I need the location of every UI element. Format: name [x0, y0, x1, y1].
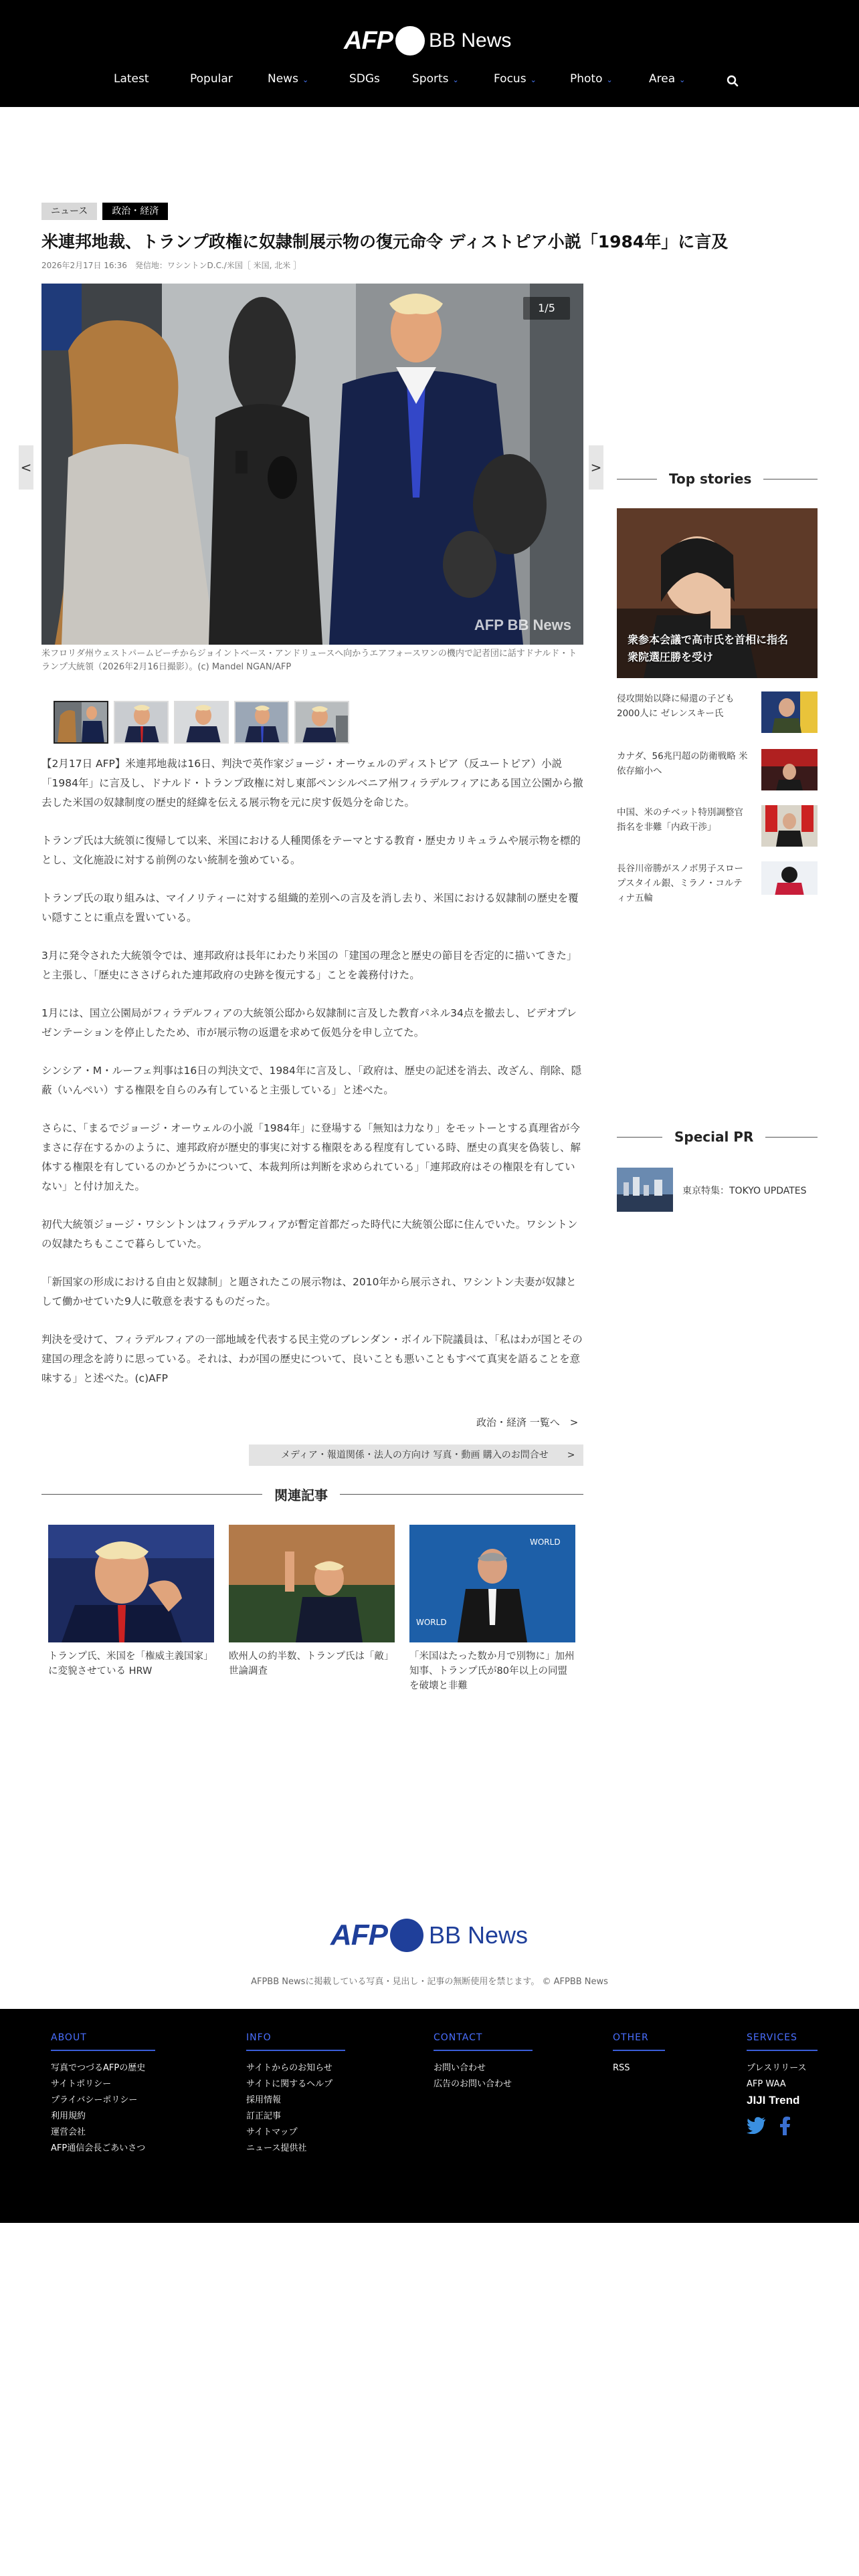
footer-link[interactable]: サイトマップ: [246, 2127, 298, 2137]
footer-link[interactable]: サイトからのお知らせ: [246, 2063, 332, 2073]
footer-link[interactable]: RSS: [613, 2063, 630, 2073]
footer-col-contact: [434, 2030, 533, 2092]
special-pr-image: [617, 1168, 673, 1212]
footer-col-heading: OTHER: [613, 2032, 665, 2051]
photo-thumbnail[interactable]: [234, 701, 289, 744]
nav-latest[interactable]: [114, 72, 149, 86]
divider: [765, 1137, 818, 1138]
tag-politics[interactable]: 政治・経済: [102, 203, 168, 220]
main-nav: [0, 72, 859, 91]
photo-caption: 米フロリダ州ウェストパームビーチからジョイントベース・アンドリュースへ向かうエアフォースワンの機内で記者団に話すドナルド・トランプ大統領（2026年2月16日撮影）。(c) Mandel NGAN/AFP: [41, 649, 577, 672]
top-stories-heading: [617, 471, 818, 487]
footer-logo-afp-text: AFP: [330, 1919, 387, 1951]
top-story-item[interactable]: [617, 861, 818, 905]
divider: [340, 1494, 583, 1495]
social-links: [747, 2117, 818, 2135]
special-pr-heading: [617, 1129, 818, 1145]
footer-link[interactable]: AFP通信会長ごあいさつ: [51, 2143, 146, 2153]
photo-thumbnail[interactable]: [54, 701, 108, 744]
tag-news[interactable]: ニュース: [41, 203, 97, 220]
footer-logo-bbnews-text: BB News: [429, 1921, 529, 1949]
footer-link[interactable]: サイトに関するヘルプ: [246, 2079, 333, 2089]
top-story-item-title: カナダ、56兆円超の防衛戦略 米依存縮小へ: [617, 751, 748, 776]
footer-col-heading: ABOUT: [51, 2032, 155, 2051]
article-paragraph: 判決を受けて、フィラデルフィアの一部地域を代表する民主党のブレンダン・ボイル下院議員は、「私はわが国とその建国の理念を誇りに思っている。それは、わが国の歴史について、良いことも悪いこともすべて真実を語ることを意味する」と述べた。(c)AFP: [41, 1333, 583, 1384]
top-story-item-title: 中国、米のチベット特別調整官指名を非難「内政干渉」: [617, 807, 743, 833]
article-paragraph: 「新国家の形成における自由と奴隷制」と題されたこの展示物は、2010年から展示され、ワシントン夫妻が奴隷として働かせていた9人に敬意を表するものだった。: [41, 1276, 577, 1307]
chevron-down-icon: ⌄: [452, 76, 459, 84]
footer-link[interactable]: プレスリリース: [747, 2063, 807, 2073]
chevron-down-icon: ⌄: [679, 76, 686, 84]
nav-sdgs-label: SDGs: [349, 72, 380, 86]
article-title: 米連邦地裁、トランプ政権に奴隷制展示物の復元命令 ディストピア小説「1984年」に言及: [41, 232, 729, 251]
footer-link[interactable]: プライバシーポリシー: [51, 2095, 138, 2105]
related-heading: [41, 1485, 583, 1504]
footer-col-services: [747, 2030, 818, 2135]
photo-counter: 1/5: [523, 297, 570, 320]
nav-sports[interactable]: [412, 72, 459, 86]
top-story-item-title: 長谷川帝勝がスノボ男子スロープスタイル銀、ミラノ・コルティナ五輪: [617, 863, 743, 903]
article-paragraph: さらに、「まるでジョージ・オーウェルの小説「1984年」に登場する「無知は力なり」をモットーとする真理省が今まさに存在するかのように、連邦政府が歴史的事実に対する権限をある程度有している時、歴史の真実を偽装し、解体する権限を有しているのかどうかについて、本裁判所は判断を求められている」「連邦政府はその権限を有していない」と付け加えた。: [41, 1122, 581, 1192]
nav-sports-label: Sports: [412, 72, 449, 86]
jiji-trend-logo[interactable]: JIJI Trend: [747, 2094, 800, 2107]
related-heading-label: 関連記事: [274, 1487, 328, 1503]
footer-col-heading: CONTACT: [434, 2032, 533, 2051]
nav-popular[interactable]: [190, 72, 233, 86]
photo-watermark: AFP BB News: [474, 617, 571, 633]
nav-latest-label: Latest: [114, 72, 149, 86]
top-story-item[interactable]: [617, 749, 818, 793]
article-paragraph: シンシア・M・ルーフェ判事は16日の判決文で、1984年に言及し、「政府は、歴史の記述を消去、改ざん、削除、隠蔽（いんぺい）する権限を自らのみ有していると主張している」と述べた。: [41, 1065, 582, 1096]
search-icon[interactable]: [727, 75, 739, 87]
top-story-main[interactable]: [617, 508, 818, 678]
top-story-item-image: [761, 805, 818, 847]
related-article-card[interactable]: [409, 1525, 575, 1693]
site-header: [0, 0, 859, 107]
article-paragraph: 【2月17日 AFP】米連邦地裁は16日、判決で英作家ジョージ・オーウェルのディストピア（反ユートピア）小説「1984年」に言及し、ドナルド・トランプ政権に対し東部ペンシルベニア州フィラデルフィアにある国立公園から撤去した米国の奴隷制度の歴史的経緯を伝える展示物を元に戻す仮処分を命じた。: [41, 758, 583, 809]
nav-popular-label: Popular: [190, 72, 233, 86]
thumbnail-image: [235, 702, 289, 744]
article-paragraph: トランプ氏は大統領に復帰して以来、米国における人種関係をテーマとする教育・歴史カリキュラムや展示物を標的とし、文化施設に対する前例のない統制を強めている。: [41, 835, 581, 866]
logo-bbnews-text: BB News: [429, 29, 512, 51]
footer-col-heading: INFO: [246, 2032, 345, 2051]
nav-focus-label: Focus: [494, 72, 527, 86]
thumbnail-image: [296, 702, 349, 744]
chevron-down-icon: ⌄: [302, 76, 309, 84]
twitter-icon[interactable]: [747, 2117, 767, 2134]
nav-focus[interactable]: [494, 72, 537, 86]
article-meta: 2026年2月17日 16:36 発信地：ワシントンD.C./米国［ 米国, 北米 ］: [41, 261, 302, 270]
footer-col-other: [613, 2030, 665, 2076]
category-list-link[interactable]: 政治・経済 一覧へ >: [476, 1416, 579, 1428]
article-paragraph: 3月に発令された大統領令では、連邦政府は長年にわたり米国の「建国の理念と歴史の節目を否定的に描いてきた」と主張し、「歴史にささげられた連邦政府の史跡を復元する」ことを義務付けた。: [41, 950, 577, 981]
top-story-item-title: 侵攻開始以降に帰還の子ども2000人に ゼレンスキー氏: [617, 693, 735, 719]
thumbnail-image: [115, 702, 169, 744]
related-article-title: 「米国はたった数か月で別物に」加州知事、トランプ氏が80年以上の同盟を破壊と非難: [409, 1651, 575, 1691]
svg-text:WORLD: WORLD: [416, 1618, 447, 1627]
top-story-item-image: [761, 691, 818, 733]
related-article-card[interactable]: [48, 1525, 214, 1679]
related-article-image: [409, 1525, 575, 1642]
photo-image: [41, 284, 583, 645]
footer-link[interactable]: サイトポリシー: [51, 2079, 112, 2089]
article-body: [41, 754, 583, 1407]
divider: [41, 1494, 262, 1495]
media-inquiry-link[interactable]: メディア・報道関係・法人の方向け 写真・動画 購入のお問合せ >: [249, 1444, 583, 1466]
nav-news-label: News: [268, 72, 298, 86]
site-footer: [0, 2009, 859, 2223]
photo-prev-arrow[interactable]: <: [19, 445, 33, 490]
facebook-icon[interactable]: [779, 2117, 791, 2135]
article-paragraph: 初代大統領ジョージ・ワシントンはフィラデルフィアが暫定首都だった時代に大統領公邸に住んでいた。ワシントンの奴隷たちもここで暮らしていた。: [41, 1218, 578, 1250]
nav-sdgs[interactable]: [349, 72, 380, 86]
nav-news[interactable]: [268, 72, 308, 86]
chevron-down-icon: ⌄: [530, 76, 537, 84]
footer-link[interactable]: 運営会社: [51, 2127, 86, 2137]
photo-thumbnails: [54, 701, 349, 744]
top-story-item[interactable]: [617, 691, 818, 736]
footer-col-heading: SERVICES: [747, 2032, 818, 2051]
footer-logo-dot-icon: [390, 1919, 423, 1952]
photo-thumbnail[interactable]: [294, 701, 349, 744]
footer-link[interactable]: 訂正記事: [246, 2111, 282, 2121]
footer-link[interactable]: 写真でつづるAFPの歴史: [51, 2063, 146, 2073]
divider: [617, 1137, 662, 1138]
related-article-image: [48, 1525, 214, 1642]
article-photo[interactable]: [41, 284, 583, 645]
related-article-title: トランプ氏、米国を「権威主義国家」に変貌させている HRW: [48, 1651, 213, 1677]
footer-col-info: [246, 2030, 345, 2157]
footer-link[interactable]: AFP WAA: [747, 2079, 786, 2089]
photo-thumbnail[interactable]: [114, 701, 169, 744]
photo-next-arrow[interactable]: >: [589, 445, 603, 490]
footer-link[interactable]: 広告のお問い合わせ: [434, 2079, 512, 2089]
article-paragraph: トランプ氏の取り組みは、マイノリティーに対する組織的差別への言及を消し去り、米国における奴隷制の歴史を覆い隠すことに重点を置いている。: [41, 892, 579, 924]
article-paragraph: 1月には、国立公園局がフィラデルフィアの大統領公邸から奴隷制に言及した教育パネル34点を撤去し、ビデオプレゼンテーションを停止したため、市が展示物の返還を求めて仮処分を申し立てた。: [41, 1007, 577, 1039]
chevron-down-icon: ⌄: [606, 76, 613, 84]
logo-dot-icon: [395, 26, 425, 56]
nav-photo[interactable]: [570, 72, 613, 86]
special-pr-title: 東京特集：TOKYO UPDATES: [682, 1186, 807, 1196]
nav-photo-label: Photo: [570, 72, 603, 86]
related-article-title: 欧州人の約半数、トランプ氏は「敵」世論調査: [229, 1651, 394, 1677]
top-story-main-title: 衆参本会議で高市氏を首相に指名 衆院選圧勝を受け: [628, 633, 799, 663]
footer-col-about: [51, 2030, 155, 2157]
article-tags: [41, 203, 168, 220]
related-article-image: [229, 1525, 395, 1642]
footer-link[interactable]: 利用規約: [51, 2111, 86, 2121]
nav-area-label: Area: [649, 72, 676, 86]
related-article-card[interactable]: [229, 1525, 395, 1679]
site-logo[interactable]: [344, 24, 518, 58]
thumbnail-image: [175, 702, 229, 744]
top-story-item-image: [761, 749, 818, 790]
logo-afp-text: AFP: [344, 26, 393, 55]
footer-link[interactable]: 採用情報: [246, 2095, 282, 2105]
special-pr-item[interactable]: [617, 1168, 818, 1212]
top-stories-label: Top stories: [669, 471, 752, 487]
photo-thumbnail[interactable]: [174, 701, 229, 744]
copyright-text: AFPBB Newsに掲載している写真・見出し・記事の無断使用を禁じます。 © AFPBB News: [251, 1977, 608, 1987]
footer-link[interactable]: お問い合わせ: [434, 2063, 486, 2073]
thumbnail-image: [55, 702, 108, 744]
nav-area[interactable]: [649, 72, 685, 86]
top-story-item-image: [761, 861, 818, 903]
footer-logo[interactable]: [330, 1917, 531, 1954]
top-story-item[interactable]: [617, 805, 818, 849]
footer-link[interactable]: ニュース提供社: [246, 2143, 307, 2153]
svg-text:WORLD: WORLD: [530, 1537, 561, 1547]
special-pr-label: Special PR: [674, 1129, 754, 1145]
